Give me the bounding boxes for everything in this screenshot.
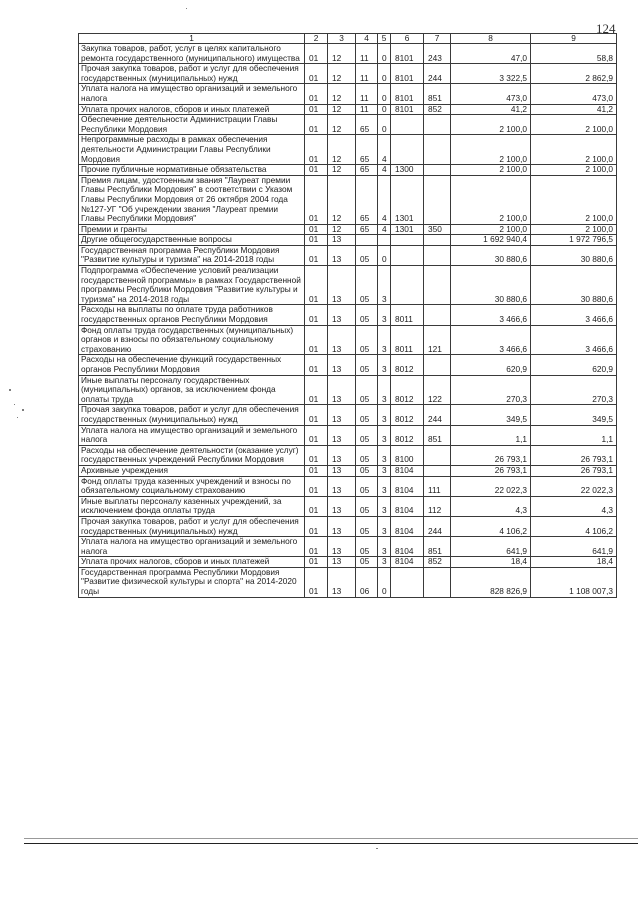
amount-cell: 349,5	[531, 405, 617, 425]
amount-cell: 4,3	[451, 496, 531, 516]
amount-cell: 2 862,9	[531, 64, 617, 84]
page-divider	[24, 843, 638, 844]
amount-cell: 26 793,1	[451, 445, 531, 465]
row-name-cell: Расходы на обеспечение функций государственных органов Республики Мордовия	[79, 355, 305, 375]
header-cell: 2	[305, 34, 328, 44]
amount-cell: 41,2	[451, 104, 531, 115]
code-cell: 4	[378, 224, 391, 235]
code-cell	[391, 266, 424, 305]
amount-cell: 2 100,0	[451, 115, 531, 135]
budget-table	[78, 33, 617, 598]
code-cell: 01	[305, 305, 328, 325]
table-row	[79, 305, 617, 325]
code-cell	[424, 235, 451, 246]
code-cell: 8104	[391, 557, 424, 568]
row-name-cell: Расходы на обеспечение деятельности (оказание услуг) государственных учреждений Республики Мордовия	[79, 445, 305, 465]
code-cell: 0	[378, 245, 391, 265]
code-cell: 3	[378, 516, 391, 536]
code-cell: 8012	[391, 405, 424, 425]
code-cell: 01	[305, 175, 328, 224]
page-divider-thin	[24, 838, 638, 839]
table-row	[79, 44, 617, 64]
amount-cell: 1,1	[451, 425, 531, 445]
row-name-cell: Непрограммные расходы в рамках обеспечения деятельности Администрации Главы Республики Мордовия	[79, 135, 305, 165]
table-row	[79, 325, 617, 355]
code-cell: 06	[356, 567, 378, 597]
amount-cell: 620,9	[531, 355, 617, 375]
amount-cell: 26 793,1	[531, 445, 617, 465]
code-cell: 01	[305, 355, 328, 375]
amount-cell: 349,5	[451, 405, 531, 425]
amount-cell: 270,3	[451, 375, 531, 405]
code-cell: 11	[356, 44, 378, 64]
code-cell: 0	[378, 567, 391, 597]
code-cell: 13	[328, 305, 356, 325]
header-cell: 3	[328, 34, 356, 44]
amount-cell: 2 100,0	[531, 224, 617, 235]
code-cell: 13	[328, 245, 356, 265]
code-cell	[391, 115, 424, 135]
code-cell	[424, 135, 451, 165]
code-cell: 8100	[391, 445, 424, 465]
code-cell: 3	[378, 375, 391, 405]
code-cell: 12	[328, 44, 356, 64]
code-cell: 13	[328, 496, 356, 516]
row-name-cell: Уплата налога на имущество организаций и земельного налога	[79, 84, 305, 104]
table-row	[79, 115, 617, 135]
code-cell: 13	[328, 537, 356, 557]
table-row	[79, 375, 617, 405]
amount-cell: 3 322,5	[451, 64, 531, 84]
code-cell: 0	[378, 44, 391, 64]
amount-cell: 3 466,6	[451, 325, 531, 355]
code-cell: 1301	[391, 175, 424, 224]
code-cell	[424, 165, 451, 176]
code-cell	[378, 235, 391, 246]
amount-cell: 30 880,6	[531, 245, 617, 265]
code-cell: 3	[378, 445, 391, 465]
code-cell: 11	[356, 84, 378, 104]
amount-cell: 620,9	[451, 355, 531, 375]
code-cell: 65	[356, 175, 378, 224]
row-name-cell: Прочая закупка товаров, работ и услуг для обеспечения государственных (муниципальных) нужд	[79, 405, 305, 425]
code-cell: 8104	[391, 537, 424, 557]
code-cell: 111	[424, 476, 451, 496]
code-cell: 3	[378, 266, 391, 305]
code-cell: 12	[328, 135, 356, 165]
code-cell	[391, 567, 424, 597]
code-cell: 0	[378, 104, 391, 115]
code-cell: 8101	[391, 104, 424, 115]
row-name-cell: Прочая закупка товаров, работ и услуг для обеспечения государственных (муниципальных) нужд	[79, 64, 305, 84]
amount-cell: 26 793,1	[531, 465, 617, 476]
row-name-cell: Прочие публичные нормативные обязательства	[79, 165, 305, 176]
amount-cell: 3 466,6	[531, 325, 617, 355]
code-cell: 0	[378, 115, 391, 135]
amount-cell: 828 826,9	[451, 567, 531, 597]
code-cell: 12	[328, 115, 356, 135]
code-cell: 3	[378, 537, 391, 557]
amount-cell: 30 880,6	[451, 245, 531, 265]
amount-cell: 1 692 940,4	[451, 235, 531, 246]
code-cell: 0	[378, 64, 391, 84]
code-cell	[424, 115, 451, 135]
header-cell: 9	[531, 34, 617, 44]
code-cell: 13	[328, 375, 356, 405]
code-cell: 1301	[391, 224, 424, 235]
amount-cell: 270,3	[531, 375, 617, 405]
code-cell: 01	[305, 537, 328, 557]
table-row	[79, 516, 617, 536]
scan-speck	[9, 389, 11, 391]
code-cell: 05	[356, 445, 378, 465]
table-row	[79, 235, 617, 246]
code-cell: 01	[305, 567, 328, 597]
amount-cell: 58,8	[531, 44, 617, 64]
code-cell: 12	[328, 224, 356, 235]
code-cell: 13	[328, 405, 356, 425]
code-cell: 12	[328, 175, 356, 224]
amount-cell: 2 100,0	[531, 165, 617, 176]
code-cell: 05	[356, 496, 378, 516]
amount-cell: 2 100,0	[451, 165, 531, 176]
row-name-cell: Иные выплаты персоналу государственных (муниципальных) органов, за исключением фонда оплаты труда	[79, 375, 305, 405]
amount-cell: 641,9	[531, 537, 617, 557]
table-row	[79, 557, 617, 568]
code-cell: 05	[356, 355, 378, 375]
amount-cell: 3 466,6	[451, 305, 531, 325]
amount-cell: 4 106,2	[451, 516, 531, 536]
code-cell: 01	[305, 104, 328, 115]
code-cell: 01	[305, 64, 328, 84]
code-cell: 65	[356, 135, 378, 165]
code-cell: 12	[328, 165, 356, 176]
code-cell: 243	[424, 44, 451, 64]
code-cell	[424, 245, 451, 265]
table-row	[79, 266, 617, 305]
code-cell: 01	[305, 496, 328, 516]
table-row	[79, 567, 617, 597]
scan-speck	[14, 404, 15, 405]
table-row	[79, 224, 617, 235]
amount-cell: 4,3	[531, 496, 617, 516]
table-row	[79, 245, 617, 265]
code-cell: 05	[356, 476, 378, 496]
code-cell	[391, 245, 424, 265]
amount-cell: 30 880,6	[451, 266, 531, 305]
code-cell: 13	[328, 325, 356, 355]
code-cell: 65	[356, 115, 378, 135]
code-cell: 852	[424, 557, 451, 568]
table-row	[79, 135, 617, 165]
amount-cell: 2 100,0	[451, 175, 531, 224]
code-cell: 01	[305, 135, 328, 165]
code-cell: 8101	[391, 64, 424, 84]
code-cell: 01	[305, 476, 328, 496]
code-cell	[424, 175, 451, 224]
code-cell: 8101	[391, 44, 424, 64]
code-cell: 13	[328, 557, 356, 568]
amount-cell: 473,0	[451, 84, 531, 104]
code-cell: 05	[356, 516, 378, 536]
code-cell: 05	[356, 266, 378, 305]
amount-cell: 2 100,0	[451, 224, 531, 235]
code-cell: 851	[424, 84, 451, 104]
code-cell: 01	[305, 445, 328, 465]
code-cell: 8012	[391, 425, 424, 445]
row-name-cell: Обеспечение деятельности Администрации Главы Республики Мордовия	[79, 115, 305, 135]
row-name-cell: Прочая закупка товаров, работ и услуг для обеспечения государственных (муниципальных) нужд	[79, 516, 305, 536]
code-cell: 8011	[391, 325, 424, 355]
amount-cell: 22 022,3	[531, 476, 617, 496]
code-cell	[356, 235, 378, 246]
code-cell: 05	[356, 325, 378, 355]
code-cell: 3	[378, 325, 391, 355]
amount-cell: 26 793,1	[451, 465, 531, 476]
table-row	[79, 425, 617, 445]
code-cell: 01	[305, 224, 328, 235]
code-cell: 13	[328, 516, 356, 536]
code-cell: 852	[424, 104, 451, 115]
table-row	[79, 476, 617, 496]
code-cell: 8104	[391, 516, 424, 536]
code-cell: 05	[356, 557, 378, 568]
code-cell: 244	[424, 405, 451, 425]
header-cell: 4	[356, 34, 378, 44]
code-cell: 12	[328, 104, 356, 115]
row-name-cell: Государственная программа Республики Мордовия "Развитие физической культуры и спорта" на 2014-2020 годы	[79, 567, 305, 597]
code-cell: 11	[356, 64, 378, 84]
code-cell	[424, 567, 451, 597]
table-header-row	[79, 34, 617, 44]
code-cell	[424, 465, 451, 476]
code-cell: 13	[328, 567, 356, 597]
code-cell: 350	[424, 224, 451, 235]
code-cell: 8104	[391, 465, 424, 476]
table-row	[79, 175, 617, 224]
code-cell	[424, 266, 451, 305]
code-cell: 4	[378, 135, 391, 165]
header-cell: 1	[79, 34, 305, 44]
code-cell: 851	[424, 537, 451, 557]
code-cell: 05	[356, 405, 378, 425]
amount-cell: 4 106,2	[531, 516, 617, 536]
header-cell: 5	[378, 34, 391, 44]
row-name-cell: Другие общегосударственные вопросы	[79, 235, 305, 246]
code-cell: 0	[378, 84, 391, 104]
table-row	[79, 355, 617, 375]
row-name-cell: Расходы на выплаты по оплате труда работников государственных органов Республики Мордовия	[79, 305, 305, 325]
code-cell: 01	[305, 325, 328, 355]
table-row	[79, 405, 617, 425]
code-cell: 01	[305, 375, 328, 405]
table-row	[79, 64, 617, 84]
code-cell: 01	[305, 84, 328, 104]
code-cell: 01	[305, 235, 328, 246]
code-cell: 112	[424, 496, 451, 516]
code-cell: 01	[305, 245, 328, 265]
amount-cell: 30 880,6	[531, 266, 617, 305]
amount-cell: 3 466,6	[531, 305, 617, 325]
code-cell	[391, 135, 424, 165]
table-row	[79, 537, 617, 557]
code-cell: 851	[424, 425, 451, 445]
code-cell: 244	[424, 516, 451, 536]
code-cell: 65	[356, 224, 378, 235]
code-cell: 13	[328, 445, 356, 465]
code-cell: 3	[378, 425, 391, 445]
row-name-cell: Иные выплаты персоналу казенных учреждений, за исключением фонда оплаты труда	[79, 496, 305, 516]
code-cell: 3	[378, 305, 391, 325]
page-number: 124	[596, 21, 616, 36]
code-cell: 05	[356, 537, 378, 557]
code-cell: 01	[305, 44, 328, 64]
amount-cell: 2 100,0	[531, 175, 617, 224]
code-cell: 13	[328, 465, 356, 476]
table-row	[79, 165, 617, 176]
row-name-cell: Уплата налога на имущество организаций и земельного налога	[79, 537, 305, 557]
code-cell: 01	[305, 266, 328, 305]
code-cell: 8104	[391, 496, 424, 516]
code-cell: 121	[424, 325, 451, 355]
code-cell: 8104	[391, 476, 424, 496]
code-cell: 01	[305, 115, 328, 135]
table-row	[79, 496, 617, 516]
row-name-cell: Государственная программа Республики Мордовия "Развитие культуры и туризма" на 2014-2018 годы	[79, 245, 305, 265]
code-cell: 13	[328, 425, 356, 445]
row-name-cell: Премии и гранты	[79, 224, 305, 235]
code-cell: 01	[305, 557, 328, 568]
header-cell: 7	[424, 34, 451, 44]
scan-speck	[376, 848, 378, 849]
code-cell: 65	[356, 165, 378, 176]
scan-speck	[17, 417, 18, 418]
code-cell: 3	[378, 355, 391, 375]
code-cell: 3	[378, 557, 391, 568]
code-cell: 1300	[391, 165, 424, 176]
code-cell: 01	[305, 516, 328, 536]
code-cell: 05	[356, 465, 378, 476]
amount-cell: 47,0	[451, 44, 531, 64]
code-cell: 13	[328, 355, 356, 375]
code-cell: 3	[378, 465, 391, 476]
code-cell: 01	[305, 165, 328, 176]
amount-cell: 18,4	[451, 557, 531, 568]
row-name-cell: Уплата прочих налогов, сборов и иных платежей	[79, 104, 305, 115]
row-name-cell: Уплата прочих налогов, сборов и иных платежей	[79, 557, 305, 568]
code-cell: 01	[305, 405, 328, 425]
code-cell: 8012	[391, 355, 424, 375]
header-cell: 8	[451, 34, 531, 44]
code-cell: 13	[328, 266, 356, 305]
code-cell: 01	[305, 465, 328, 476]
code-cell: 12	[328, 84, 356, 104]
amount-cell: 2 100,0	[531, 115, 617, 135]
table-row	[79, 465, 617, 476]
row-name-cell: Уплата налога на имущество организаций и земельного налога	[79, 425, 305, 445]
code-cell: 8101	[391, 84, 424, 104]
row-name-cell: Премия лицам, удостоенным звания "Лауреат премии Главы Республики Мордовия" в соответствии с Указом Главы Республики Мордовия от 26 октября 2004 года №127-УГ "Об учреждении звания "Лауреат премии Главы Республики Мордовия"	[79, 175, 305, 224]
row-name-cell: Подпрограмма «Обеспечение условий реализации государственной программы» в рамках Государственной программы Республики Мордовия "Развитие культуры и туризма" на 2014-2018 годы	[79, 266, 305, 305]
table-row	[79, 445, 617, 465]
row-name-cell: Архивные учреждения	[79, 465, 305, 476]
table-row	[79, 84, 617, 104]
code-cell: 05	[356, 245, 378, 265]
code-cell: 13	[328, 476, 356, 496]
scan-speck	[186, 8, 187, 9]
amount-cell: 1 972 796,5	[531, 235, 617, 246]
amount-cell: 2 100,0	[531, 135, 617, 165]
amount-cell: 1,1	[531, 425, 617, 445]
code-cell	[391, 235, 424, 246]
row-name-cell: Фонд оплаты труда казенных учреждений и взносы по обязательному социальному страхованию	[79, 476, 305, 496]
code-cell: 4	[378, 175, 391, 224]
code-cell: 3	[378, 476, 391, 496]
scan-speck	[22, 409, 24, 411]
table-row	[79, 104, 617, 115]
amount-cell: 2 100,0	[451, 135, 531, 165]
amount-cell: 1 108 007,3	[531, 567, 617, 597]
code-cell: 05	[356, 305, 378, 325]
amount-cell: 18,4	[531, 557, 617, 568]
code-cell: 4	[378, 165, 391, 176]
code-cell: 122	[424, 375, 451, 405]
code-cell: 3	[378, 496, 391, 516]
code-cell: 8012	[391, 375, 424, 405]
amount-cell: 473,0	[531, 84, 617, 104]
code-cell: 11	[356, 104, 378, 115]
code-cell: 13	[328, 235, 356, 246]
code-cell	[424, 355, 451, 375]
code-cell: 3	[378, 405, 391, 425]
row-name-cell: Закупка товаров, работ, услуг в целях капитального ремонта государственного (муниципального) имущества	[79, 44, 305, 64]
amount-cell: 641,9	[451, 537, 531, 557]
code-cell	[424, 305, 451, 325]
code-cell: 244	[424, 64, 451, 84]
header-cell: 6	[391, 34, 424, 44]
code-cell: 01	[305, 425, 328, 445]
code-cell: 05	[356, 375, 378, 405]
code-cell: 05	[356, 425, 378, 445]
code-cell	[424, 445, 451, 465]
row-name-cell: Фонд оплаты труда государственных (муниципальных) органов и взносы по обязательному социальному страхованию	[79, 325, 305, 355]
code-cell: 12	[328, 64, 356, 84]
amount-cell: 41,2	[531, 104, 617, 115]
code-cell: 8011	[391, 305, 424, 325]
amount-cell: 22 022,3	[451, 476, 531, 496]
